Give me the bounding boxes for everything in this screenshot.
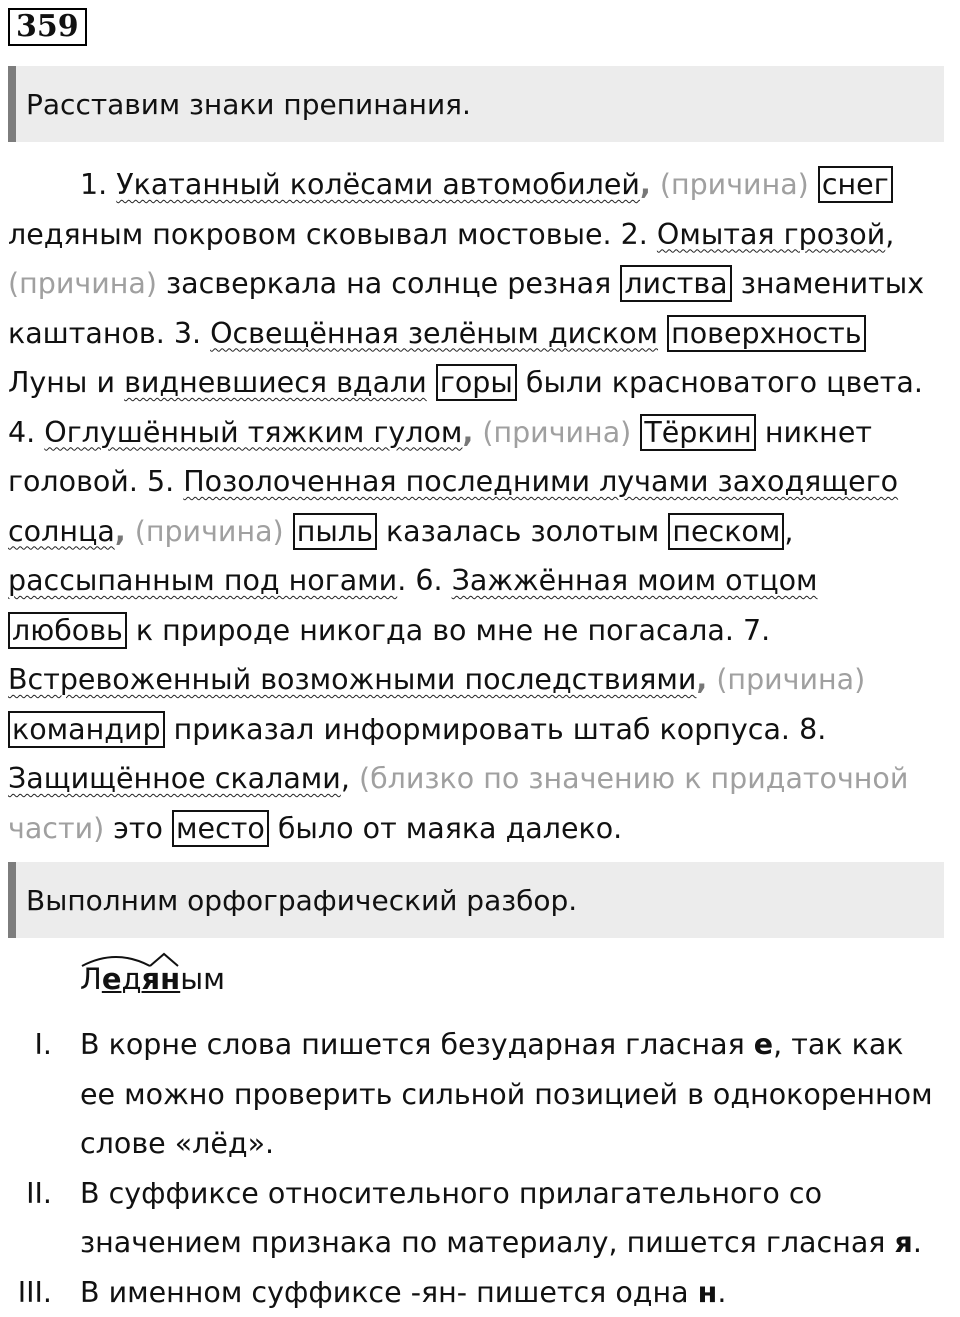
list-item bbox=[0, 1169, 940, 1268]
comma: , bbox=[639, 168, 651, 201]
plain-text: казалась золотым bbox=[385, 514, 660, 548]
list-item bbox=[0, 1020, 940, 1169]
sentence-number: 2. bbox=[620, 217, 648, 251]
reason-note: (причина) bbox=[8, 267, 157, 300]
exercise-text bbox=[8, 160, 938, 853]
plain-text: это bbox=[113, 811, 163, 845]
boxed-word: пыль bbox=[293, 513, 377, 550]
sentence-number: 8. bbox=[799, 712, 827, 746]
word-part: Л bbox=[80, 962, 102, 996]
plain-text: были красноватого цвета. bbox=[525, 366, 923, 399]
word-part: ым bbox=[180, 962, 225, 996]
reason-note: (причина) bbox=[659, 168, 809, 201]
boxed-word: Тёркин bbox=[640, 414, 755, 451]
participial-phrase: Укатанный колёсами автомобилей bbox=[116, 168, 640, 201]
plain-text: никнет головой. bbox=[8, 415, 872, 498]
roman-numeral: I. bbox=[34, 1028, 52, 1061]
boxed-word: песком bbox=[668, 513, 784, 550]
section-header-punctuation bbox=[8, 66, 944, 142]
bold-letter: я bbox=[894, 1226, 913, 1259]
bold-letter: е bbox=[753, 1028, 774, 1061]
plain-text: засверкала на солнце резная bbox=[166, 267, 612, 300]
meaning-note: (близко по значению к придаточной части) bbox=[8, 762, 909, 845]
participial-phrase: рассыпанным под ногами bbox=[8, 564, 398, 597]
plain-text: было от маяка далеко. bbox=[277, 811, 623, 845]
plain-text: приказал информировать штаб корпуса. bbox=[173, 712, 790, 746]
comma: , bbox=[784, 514, 794, 548]
rule-text: В именном суффиксе -ян- пишется одна bbox=[80, 1275, 698, 1309]
participial-phrase: Омытая грозой bbox=[656, 217, 886, 251]
rule-text: В суффиксе относительного прилагательного со значением признака по материалу, пишется гласная bbox=[80, 1176, 895, 1259]
boxed-word: место bbox=[172, 810, 269, 847]
boxed-word: любовь bbox=[8, 612, 127, 649]
section-title: Расставим знаки препинания. bbox=[26, 87, 471, 121]
sentence-number: 7. bbox=[742, 613, 771, 647]
participial-phrase: Освещённая зелёным диском bbox=[210, 316, 659, 350]
rule-text: . bbox=[912, 1226, 922, 1259]
sentence-number: 5. bbox=[146, 465, 175, 498]
section-title: Выполним орфографический разбор. bbox=[26, 883, 578, 917]
comma: , bbox=[462, 415, 474, 449]
word-part: д bbox=[121, 962, 142, 996]
reason-note: (причина) bbox=[482, 415, 632, 449]
comma: , bbox=[340, 762, 350, 795]
reason-note: (причина) bbox=[716, 663, 866, 696]
boxed-word: листва bbox=[620, 265, 731, 302]
comma: , bbox=[114, 514, 126, 548]
sentence-number: 1. bbox=[80, 168, 108, 201]
rule-text: В корне слова пишется безударная гласная bbox=[80, 1028, 754, 1061]
plain-text: ледяным покровом сковывал мостовые. bbox=[8, 217, 612, 251]
rules-list bbox=[0, 1020, 960, 1317]
rule-text: , так как ее можно проверить сильной позицией в однокоренном слове «лёд». bbox=[80, 1028, 933, 1160]
participial-phrase: Зажжённая моим отцом bbox=[451, 564, 818, 597]
reason-note: (причина) bbox=[134, 514, 284, 548]
roman-numeral: III. bbox=[17, 1275, 52, 1309]
orthogram: ян bbox=[141, 962, 181, 996]
participial-phrase: Защищённое скалами bbox=[8, 762, 341, 795]
participial-phrase: Встревоженный возможными последствиями bbox=[8, 663, 697, 696]
sentence-number: 4. bbox=[8, 415, 36, 449]
participial-phrase: видневшиеся вдали bbox=[124, 366, 427, 399]
comma: , bbox=[696, 663, 708, 696]
plain-text: Луны и bbox=[8, 366, 116, 399]
boxed-word: поверхность bbox=[667, 315, 866, 352]
participial-phrase: Оглушённый тяжким гулом bbox=[44, 415, 463, 449]
exercise-number: 359 bbox=[8, 8, 87, 46]
boxed-word: снег bbox=[818, 166, 893, 203]
list-item bbox=[0, 1268, 940, 1317]
orthogram: е bbox=[101, 962, 122, 996]
plain-text: к природе никогда во мне не погасала. bbox=[135, 613, 734, 647]
rule-text: . bbox=[717, 1275, 727, 1309]
bold-letter: н bbox=[697, 1275, 718, 1309]
sentence-number: 3. bbox=[173, 316, 202, 350]
participial-phrase: Позолоченная последними лучами заходящего солнца bbox=[8, 465, 899, 548]
roman-numeral: II. bbox=[26, 1176, 52, 1210]
section-header-spelling bbox=[8, 862, 944, 938]
comma: , bbox=[885, 217, 895, 251]
boxed-word: командир bbox=[8, 711, 165, 748]
period: . bbox=[397, 564, 407, 597]
sentence-number: 6. bbox=[415, 564, 443, 597]
plain-text: знаменитых каштанов. bbox=[8, 267, 925, 350]
boxed-word: горы bbox=[436, 364, 517, 401]
